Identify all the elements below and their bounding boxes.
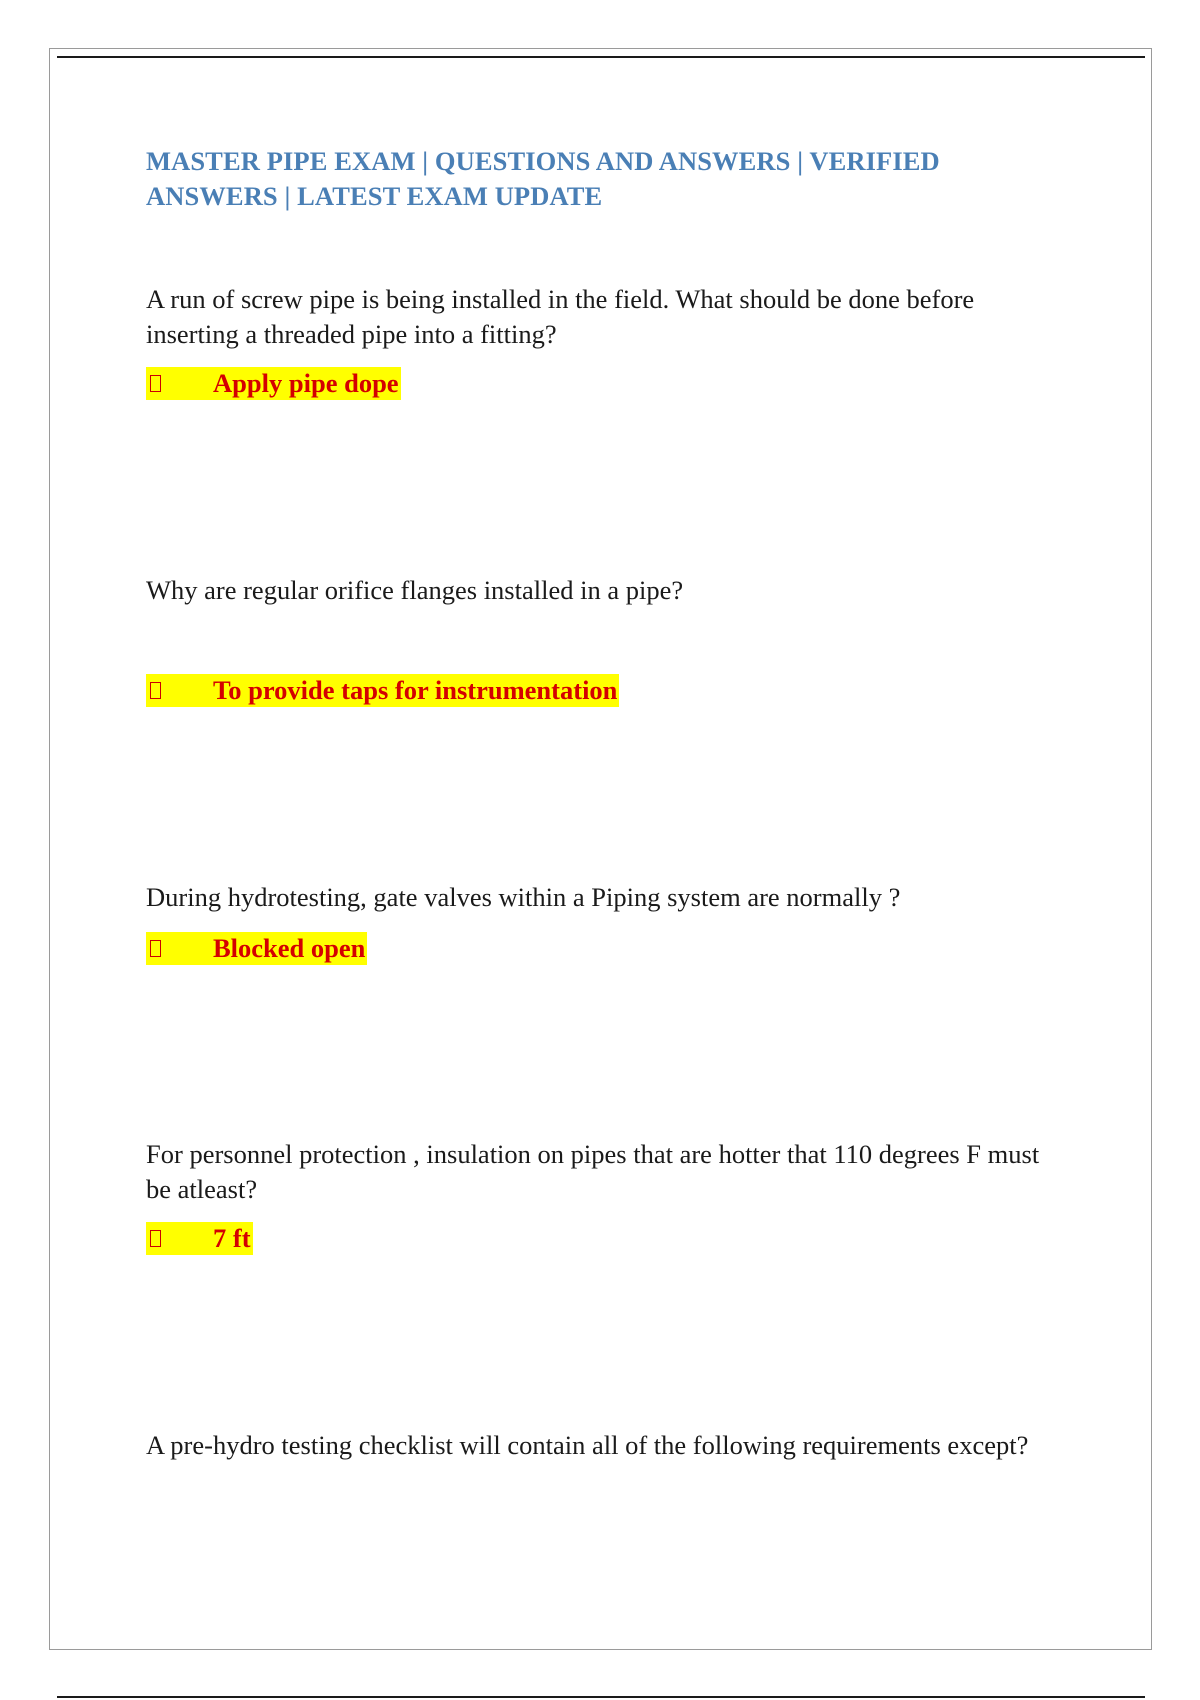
- question-text: During hydrotesting, gate valves within a Piping system are normally ?: [146, 882, 901, 912]
- question-text: A run of screw pipe is being installed in the field. What should be done before inserting a threaded pipe into a fitting?: [146, 284, 975, 349]
- answer-text: Apply pipe dope: [213, 368, 399, 398]
- answer-text: 7 ft: [213, 1223, 251, 1253]
- question-text: For personnel protection , insulation on pipes that are hotter that 110 degrees F must be atleast?: [146, 1139, 1040, 1204]
- question-text: A pre-hydro testing checklist will contain all of the following requirements except?: [146, 1430, 1029, 1460]
- answer-highlight: [146, 932, 367, 965]
- qa-item: [146, 573, 1066, 707]
- checkbox-icon: [150, 1230, 161, 1247]
- answer-text: Blocked open: [213, 933, 366, 963]
- checkbox-icon: [150, 682, 161, 699]
- answer-highlight: [146, 674, 619, 707]
- footer-rule: [57, 1696, 1145, 1698]
- checkbox-icon: [150, 375, 161, 392]
- qa-item: [146, 880, 1066, 965]
- qa-item: [146, 282, 1066, 400]
- header-rule: [57, 56, 1145, 58]
- answer-text: To provide taps for instrumentation: [213, 675, 618, 705]
- document-title: MASTER PIPE EXAM | QUESTIONS AND ANSWERS | VERIFIED ANSWERS | LATEST EXAM UPDATE: [146, 146, 940, 211]
- checkbox-icon: [150, 940, 161, 957]
- qa-item: [146, 1428, 1066, 1463]
- question-text: Why are regular orifice flanges installed in a pipe?: [146, 575, 684, 605]
- answer-highlight: [146, 367, 401, 400]
- qa-item: [146, 1137, 1066, 1255]
- answer-highlight: [146, 1222, 253, 1255]
